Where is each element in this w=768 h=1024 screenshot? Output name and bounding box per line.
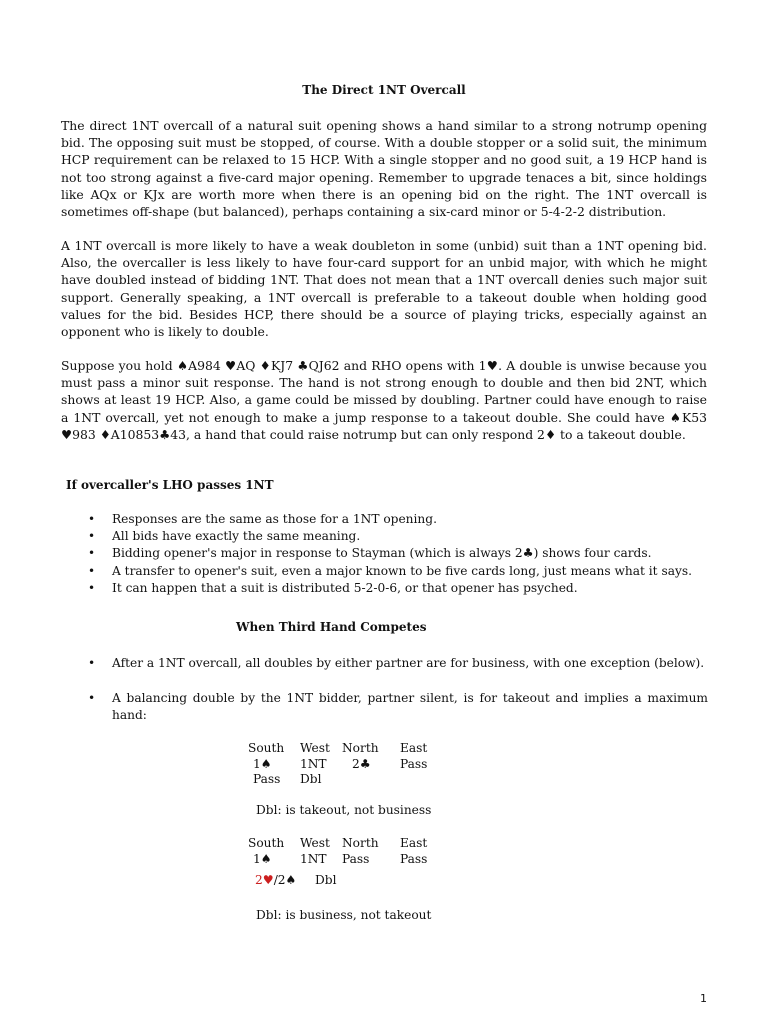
auction-header-cell: South <box>248 836 285 850</box>
auction-header-cell: West <box>300 836 330 850</box>
auction-cell: Dbl <box>315 873 337 887</box>
auction-row <box>248 757 440 773</box>
list-item: • All bids have exactly the same meaning. <box>88 528 708 545</box>
list-item: • Responses are the same as those for a 1NT opening. <box>88 511 708 528</box>
auction-cell: Pass <box>400 851 428 866</box>
page-title: The Direct 1NT Overcall <box>302 83 466 97</box>
auction-cell: Pass <box>342 851 370 866</box>
auction-header-row <box>248 836 440 852</box>
page-number: 1 <box>700 992 707 1005</box>
auction-header-cell: West <box>300 741 330 755</box>
auction-note-2: Dbl: is business, not takeout <box>256 908 432 922</box>
bullet-list-third-hand <box>88 655 708 743</box>
bullet-list-lho-passes <box>88 511 708 597</box>
list-item: • A transfer to opener's suit, even a major known to be five cards long, just means what it says. <box>88 563 708 580</box>
auction-header-cell: South <box>248 741 285 755</box>
auction-cell: Dbl <box>300 772 322 786</box>
paragraph-2: A 1NT overcall is more likely to have a weak doubleton in some (unbid) suit than a 1NT opening bid. Also, the overcaller is less likely to have four-card support for an unbid major, with which he might have doubled instead of bidding 1NT. That does not mean that a 1NT overcall denies such major suit support. Generally speaking, a 1NT overcall is preferable to a takeout double when holding good values for the bid. Besides HCP, there should be a source of playing tricks, especially against an opponent who is likely to double. <box>61 238 707 340</box>
auction-header-cell: North <box>342 741 379 755</box>
auction-header-row <box>248 741 440 757</box>
paragraph-1: The direct 1NT overcall of a natural suit opening shows a hand similar to a strong notrump opening bid. The opposing suit must be stopped, of course. With a double stopper or a solid suit, the minimum HCP requirement can be relaxed to 15 HCP. With a single stopper and no good suit, a 19 HCP hand is not too strong against a five-card major opening. Remember to upgrade tenaces a bit, since holdings like AQx or KJx are worth more when there is an opening bid on the right. The 1NT overcall is sometimes off-shape (but balanced), perhaps containing a six-card minor or 5-4-2-2 distribution. <box>61 118 707 220</box>
auction-cell: 2♣ <box>352 756 371 771</box>
auction-header-cell: East <box>400 836 428 850</box>
list-item: • After a 1NT overcall, all doubles by either partner are for business, with one exception (below). <box>88 655 708 672</box>
auction-table-1 <box>248 741 440 788</box>
section-heading-lho-passes: If overcaller's LHO passes 1NT <box>66 478 274 492</box>
list-item: • Bidding opener's major in response to Stayman (which is always 2♣) shows four cards. <box>88 545 708 562</box>
section-heading-third-hand: When Third Hand Competes <box>236 620 427 634</box>
auction-cell: 1♠ <box>253 756 272 771</box>
list-item: • It can happen that a suit is distributed 5-2-0-6, or that opener has psyched. <box>88 580 708 597</box>
list-item: • A balancing double by the 1NT bidder, partner silent, is for takeout and implies a maximum hand: <box>88 690 708 724</box>
auction-row <box>248 873 440 889</box>
auction-cell: 1♠ <box>253 851 272 866</box>
auction-table-2 <box>248 836 440 889</box>
spade-bid: /2♠ <box>273 873 297 887</box>
auction-cell: Pass <box>253 772 281 786</box>
paragraph-3: Suppose you hold ♠A984 ♥AQ ♦KJ7 ♣QJ62 and RHO opens with 1♥. A double is unwise because you must pass a minor suit response. The hand is not strong enough to double and then bid 2NT, which shows at least 19 HCP. Also, a game could be missed by doubling. Partner could have enough to raise a 1NT overcall, yet not enough to make a jump response to a takeout double. She could have ♠K53 ♥983 ♦A10853♣43, a hand that could raise notrump but can only respond 2♦ to a takeout double. <box>61 358 707 442</box>
auction-header-cell: North <box>342 836 379 850</box>
auction-cell: 1NT <box>300 851 327 866</box>
auction-cell: Pass <box>400 756 428 771</box>
heart-bid: 2♥ <box>255 873 274 887</box>
auction-cell-compound <box>248 873 315 889</box>
auction-row <box>248 852 440 868</box>
auction-note-1: Dbl: is takeout, not business <box>256 803 432 817</box>
auction-header-cell: East <box>400 741 428 755</box>
auction-row <box>248 772 440 788</box>
auction-cell: 1NT <box>300 756 327 771</box>
